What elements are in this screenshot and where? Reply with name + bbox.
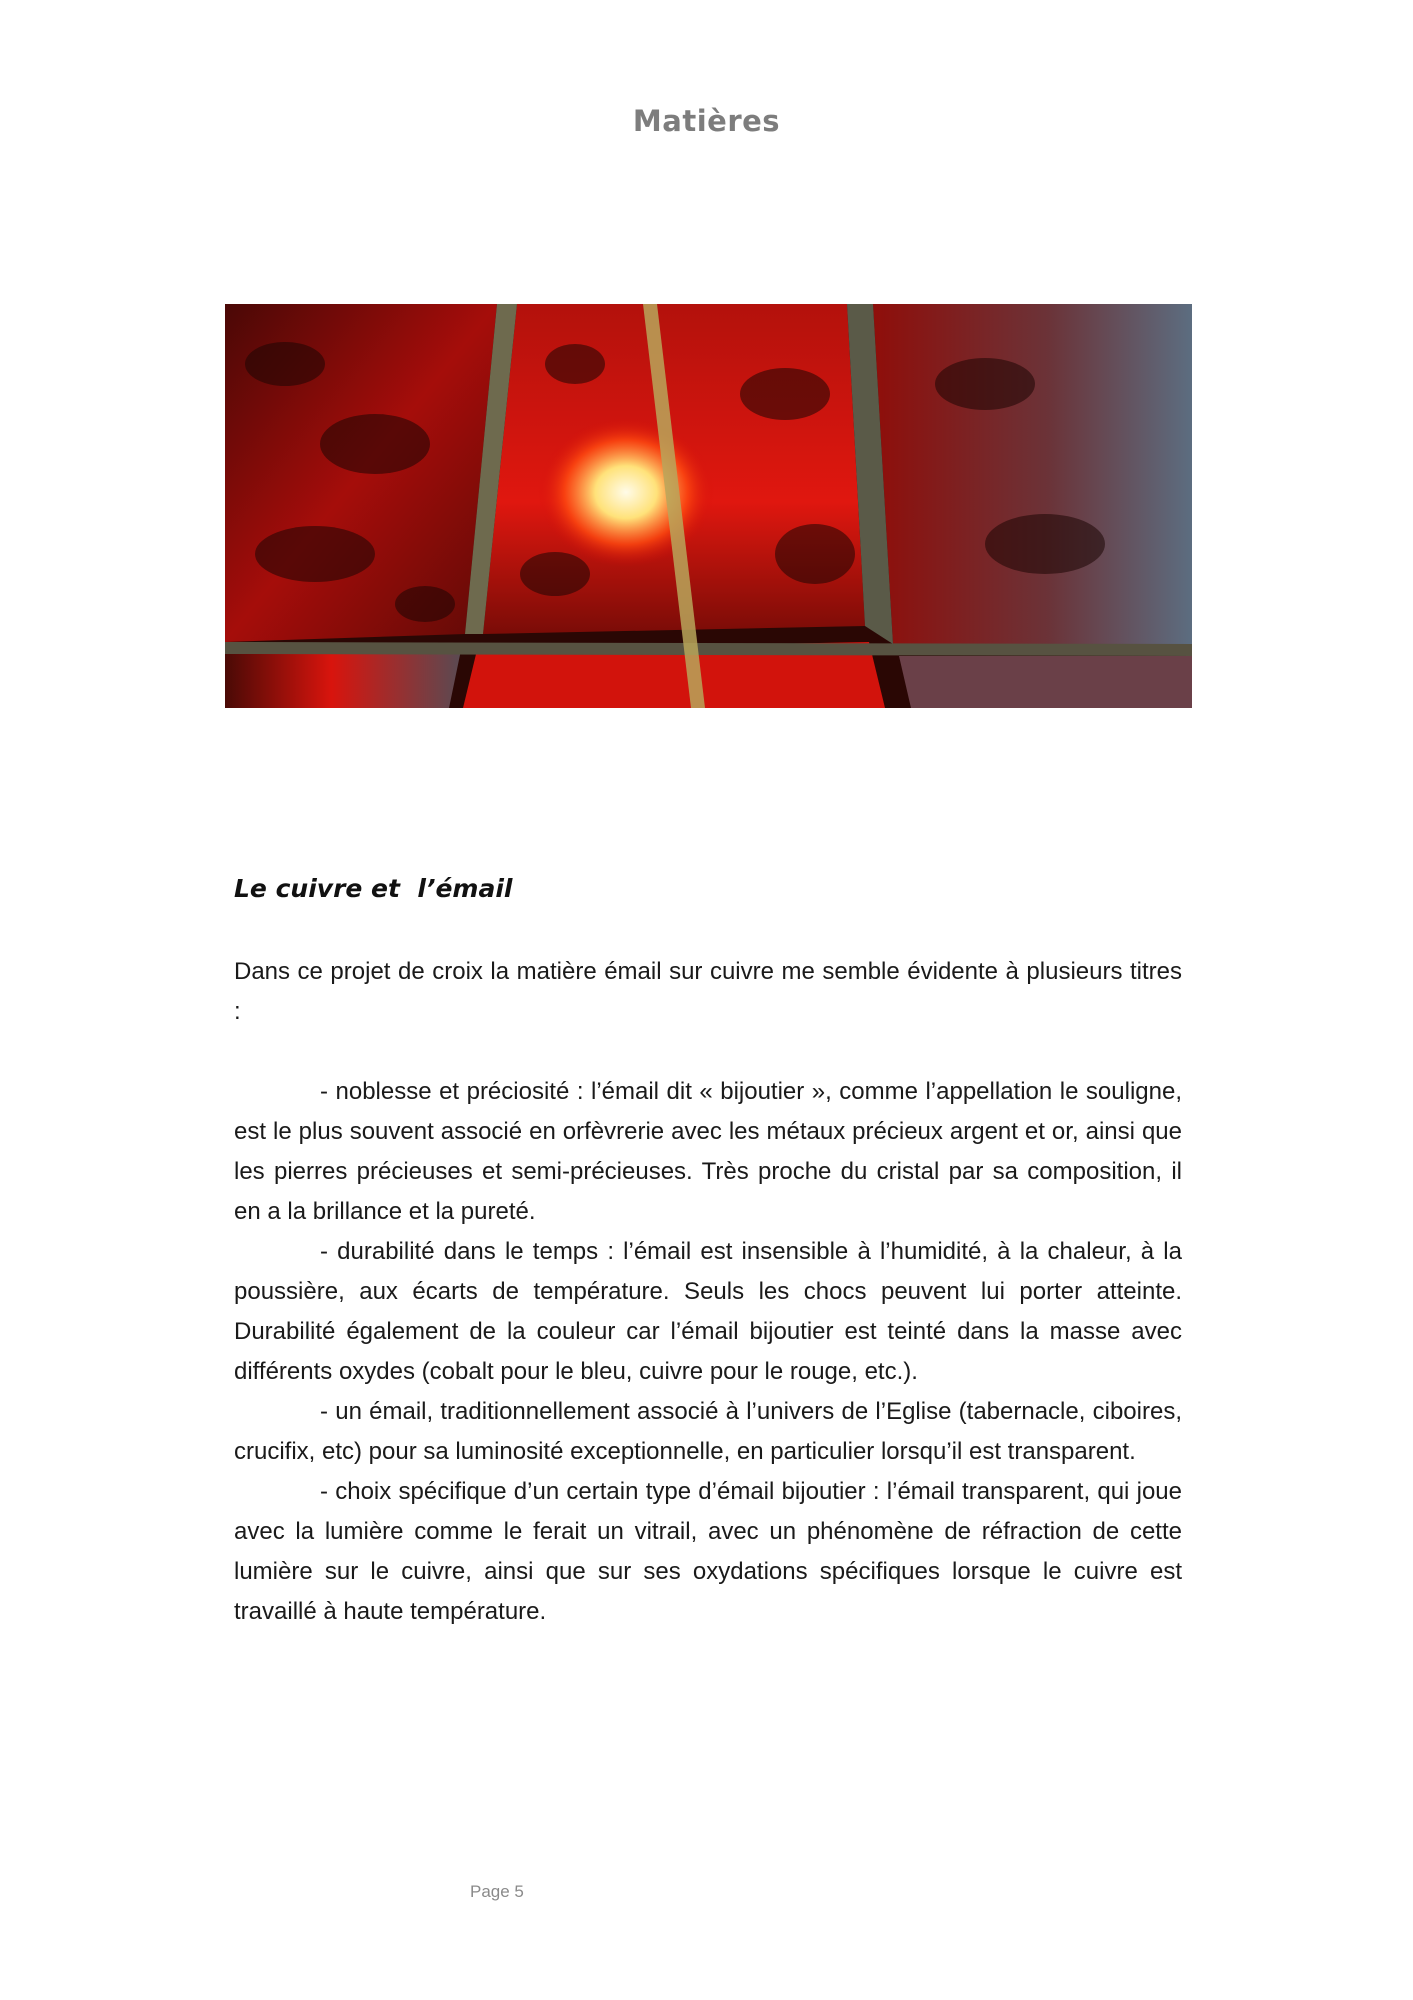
enamel-photo <box>225 304 1192 708</box>
bullet-paragraph: - noblesse et préciosité : l’émail dit « bijoutier », comme l’appellation le souligne, est le plus souvent associé en orfèvrerie avec les métaux précieux argent et or, ainsi que les pierres précieuses et semi-précieuses. Très proche du cristal par sa composition, il en a la brillance et la pureté. <box>234 1078 1182 1225</box>
section-heading: Le cuivre et l’émail <box>234 874 513 903</box>
body-text <box>234 952 1182 1632</box>
page-number: Page 5 <box>470 1882 524 1901</box>
bullet-paragraph: - durabilité dans le temps : l’émail est insensible à l’humidité, à la chaleur, à la poussière, aux écarts de température. Seuls les chocs peuvent lui porter atteinte. Durabilité également de la couleur car l’émail bijoutier est teinté dans la masse avec différents oxydes (cobalt pour le bleu, cuivre pour le rouge, etc.). <box>234 1238 1182 1385</box>
enamel-photo-drawing <box>225 304 1192 708</box>
bullet-paragraph: - un émail, traditionnellement associé à l’univers de l’Eglise (tabernacle, ciboires, crucifix, etc) pour sa luminosité exceptionnelle, en particulier lorsqu’il est transparent. <box>234 1398 1182 1465</box>
page-title: Matières <box>632 104 781 138</box>
intro-paragraph: Dans ce projet de croix la matière émail sur cuivre me semble évidente à plusieurs titres : <box>234 958 1182 1025</box>
bullet-paragraph: - choix spécifique d’un certain type d’émail bijoutier : l’émail transparent, qui joue avec la lumière comme le ferait un vitrail, avec un phénomène de réfraction de cette lumière sur le cuivre, ainsi que sur ses oxydations spécifiques lorsque le cuivre est travaillé à haute température. <box>234 1478 1182 1625</box>
